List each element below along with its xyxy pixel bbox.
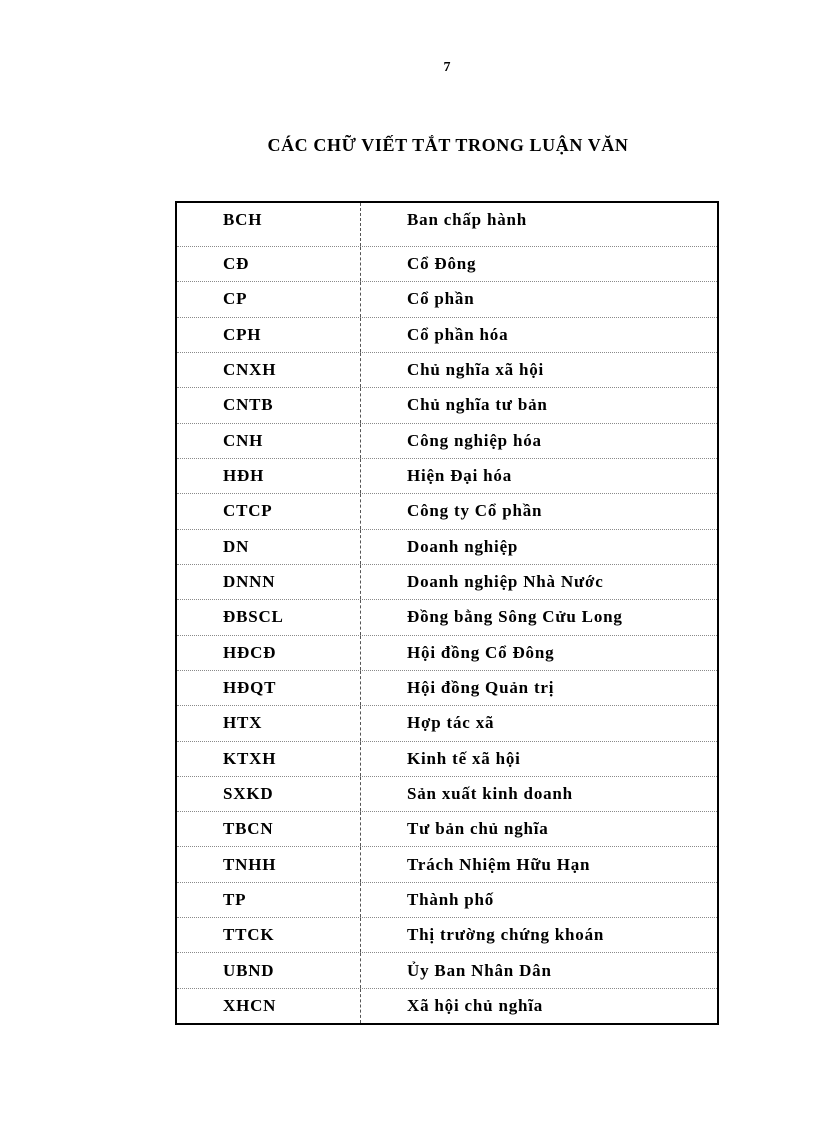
table-row <box>177 882 717 917</box>
meaning-cell: Chủ nghĩa xã hội <box>407 360 545 380</box>
meaning-cell: Tư bản chủ nghĩa <box>407 819 549 839</box>
abbreviation-cell: TTCK <box>177 918 361 952</box>
table-row <box>177 635 717 670</box>
abbreviation-cell: HĐCĐ <box>177 636 361 670</box>
abbreviation-cell: HĐH <box>177 459 361 493</box>
abbreviation-cell: XHCN <box>177 989 361 1023</box>
table-row <box>177 776 717 811</box>
abbreviation-cell: CP <box>177 282 361 316</box>
meaning-cell: Công ty Cổ phần <box>407 501 543 521</box>
table-row <box>177 317 717 352</box>
table-row <box>177 423 717 458</box>
table-row <box>177 281 717 316</box>
abbreviation-table <box>175 201 719 1025</box>
abbreviation-cell: DN <box>177 530 361 564</box>
abbreviation-cell: BCH <box>177 203 361 246</box>
abbreviation-cell: TP <box>177 883 361 917</box>
meaning-cell: Doanh nghiệp <box>407 536 519 556</box>
meaning-cell: Xã hội chủ nghĩa <box>407 995 544 1015</box>
meaning-cell: Trách Nhiệm Hữu Hạn <box>407 854 591 874</box>
table-row <box>177 811 717 846</box>
table-row <box>177 952 717 987</box>
table-row <box>177 352 717 387</box>
table-row <box>177 741 717 776</box>
meaning-cell: Cổ phần <box>407 289 475 309</box>
table-row <box>177 705 717 740</box>
meaning-cell: Hợp tác xã <box>407 713 495 733</box>
page-title: CÁC CHỮ VIẾT TẮT TRONG LUẬN VĂN <box>267 135 629 155</box>
meaning-cell: Hội đồng Quản trị <box>407 678 555 697</box>
meaning-cell: Doanh nghiệp Nhà Nước <box>407 572 604 592</box>
meaning-cell: Đồng bằng Sông Cửu Long <box>407 607 623 627</box>
abbreviation-cell: SXKD <box>177 777 361 811</box>
meaning-cell: Sản xuất kinh doanh <box>407 783 573 803</box>
meaning-cell: Thị trường chứng khoán <box>407 925 605 945</box>
table-row <box>177 564 717 599</box>
table-row <box>177 203 717 246</box>
table-row <box>177 246 717 281</box>
meaning-cell: Ủy Ban Nhân Dân <box>407 960 552 980</box>
abbreviation-cell: ĐBSCL <box>177 600 361 634</box>
table-row <box>177 599 717 634</box>
abbreviation-cell: UBND <box>177 953 361 987</box>
table-row <box>177 387 717 422</box>
table-row <box>177 988 717 1023</box>
abbreviation-cell: CPH <box>177 318 361 352</box>
table-row <box>177 458 717 493</box>
abbreviation-cell: HTX <box>177 706 361 740</box>
abbreviation-cell: HĐQT <box>177 671 361 705</box>
table-row <box>177 846 717 881</box>
meaning-cell: Chủ nghĩa tư bản <box>407 395 548 415</box>
abbreviation-cell: CTCP <box>177 494 361 528</box>
meaning-cell: Thành phố <box>407 889 495 909</box>
abbreviation-cell: CNTB <box>177 388 361 422</box>
meaning-cell: Ban chấp hành <box>407 210 528 230</box>
table-row <box>177 493 717 528</box>
abbreviation-cell: TNHH <box>177 847 361 881</box>
meaning-cell: Cổ Đông <box>407 254 477 274</box>
abbreviation-cell: CĐ <box>177 247 361 281</box>
table-row <box>177 917 717 952</box>
abbreviation-cell: KTXH <box>177 742 361 776</box>
meaning-cell: Cổ phần hóa <box>407 324 509 344</box>
abbreviation-cell: DNNN <box>177 565 361 599</box>
abbreviation-cell: CNH <box>177 424 361 458</box>
page-number: 7 <box>443 60 451 75</box>
meaning-cell: Kinh tế xã hội <box>407 748 521 768</box>
table-row <box>177 670 717 705</box>
meaning-cell: Công nghiệp hóa <box>407 430 542 450</box>
table-row <box>177 529 717 564</box>
abbreviation-cell: TBCN <box>177 812 361 846</box>
meaning-cell: Hiện Đại hóa <box>407 466 513 486</box>
abbreviation-cell: CNXH <box>177 353 361 387</box>
meaning-cell: Hội đồng Cổ Đông <box>407 642 555 662</box>
